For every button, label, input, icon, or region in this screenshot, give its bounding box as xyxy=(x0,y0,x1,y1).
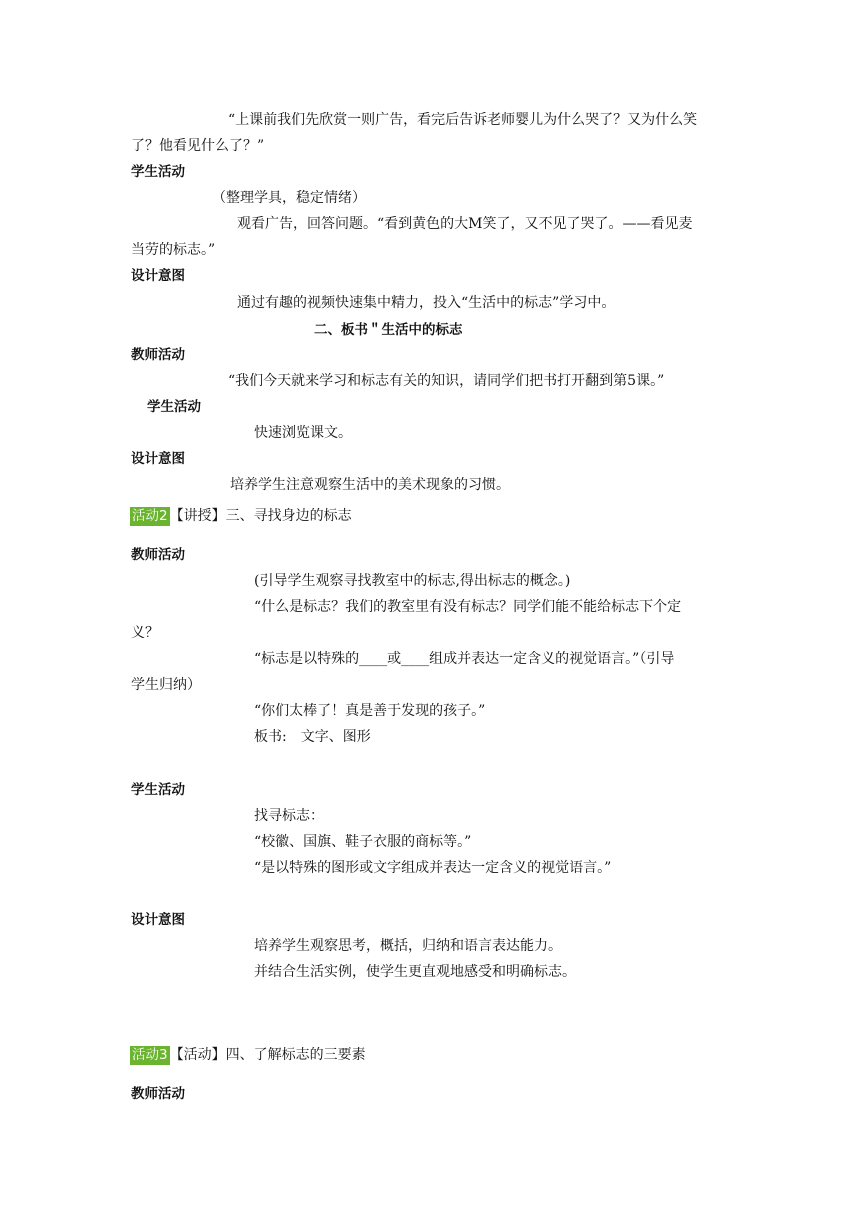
activity-2-heading xyxy=(130,507,352,526)
section-heading: 学生活动 xyxy=(131,164,185,180)
activity-tag: 活动2 xyxy=(132,508,168,524)
paragraph-line: 找寻标志： xyxy=(254,808,324,824)
section-heading: 学生活动 xyxy=(131,782,185,798)
section-heading: 教师活动 xyxy=(131,1086,185,1102)
section-heading: 教师活动 xyxy=(131,547,185,563)
paragraph-line: 学生归纳） xyxy=(131,677,201,693)
section-heading: 设计意图 xyxy=(131,451,185,467)
activity-title: 【活动】四、了解标志的三要素 xyxy=(169,1047,366,1063)
paragraph-line: 快速浏览课文。 xyxy=(254,425,352,441)
paragraph-line: 板书: 文字、图形 xyxy=(254,729,371,745)
paragraph-line: 并结合生活实例，使学生更直观地感受和明确标志。 xyxy=(254,964,576,980)
section-heading: 教师活动 xyxy=(131,347,185,363)
paragraph-line: 培养学生注意观察生活中的美术现象的习惯。 xyxy=(230,477,510,493)
activity-tag: 活动3 xyxy=(132,1047,168,1063)
paragraph-line: “上课前我们先欣赏一则广告，看完后告诉老师婴儿为什么哭了？又为什么笑 xyxy=(228,112,698,128)
paragraph-line: “标志是以特殊的____或____组成并表达一定含义的视觉语言。”（引导 xyxy=(254,651,675,667)
paragraph-line: 通过有趣的视频快速集中精力，投入“生活中的标志”学习中。 xyxy=(237,295,616,311)
section-heading: 设计意图 xyxy=(131,268,185,284)
paragraph-line: 了？他看见什么了？” xyxy=(131,138,265,154)
paragraph-line: 义？ xyxy=(131,625,159,641)
paragraph-line: “我们今天就来学习和标志有关的知识，请同学们把书打开翻到第5课。” xyxy=(228,373,665,389)
activity-title: 【讲授】三、寻找身边的标志 xyxy=(169,508,352,524)
paragraph-line: （整理学具，稳定情绪） xyxy=(212,190,366,206)
activity-3-heading xyxy=(130,1046,366,1065)
section-heading: 学生活动 xyxy=(147,399,201,415)
paragraph-line: “你们太棒了！真是善于发现的孩子。” xyxy=(254,703,486,719)
paragraph-line: 培养学生观察思考，概括，归纳和语言表达能力。 xyxy=(254,938,562,954)
section-heading: 设计意图 xyxy=(131,912,185,928)
paragraph-line: 当劳的标志。” xyxy=(131,242,216,258)
paragraph-line: “校徽、国旗、鞋子衣服的商标等。” xyxy=(254,834,472,850)
paragraph-line: (引导学生观察寻找教室中的标志,得出标志的概念。) xyxy=(254,573,571,589)
subsection-title: 二、板书＂生活中的标志 xyxy=(314,322,463,338)
paragraph-line: “是以特殊的图形或文字组成并表达一定含义的视觉语言。” xyxy=(254,860,612,876)
paragraph-line: “什么是标志？我们的教室里有没有标志？同学们能不能给标志下个定 xyxy=(254,599,682,615)
paragraph-line: 观看广告，回答问题。“看到黄色的大M笑了，又不见了哭了。——看见麦 xyxy=(237,216,693,232)
